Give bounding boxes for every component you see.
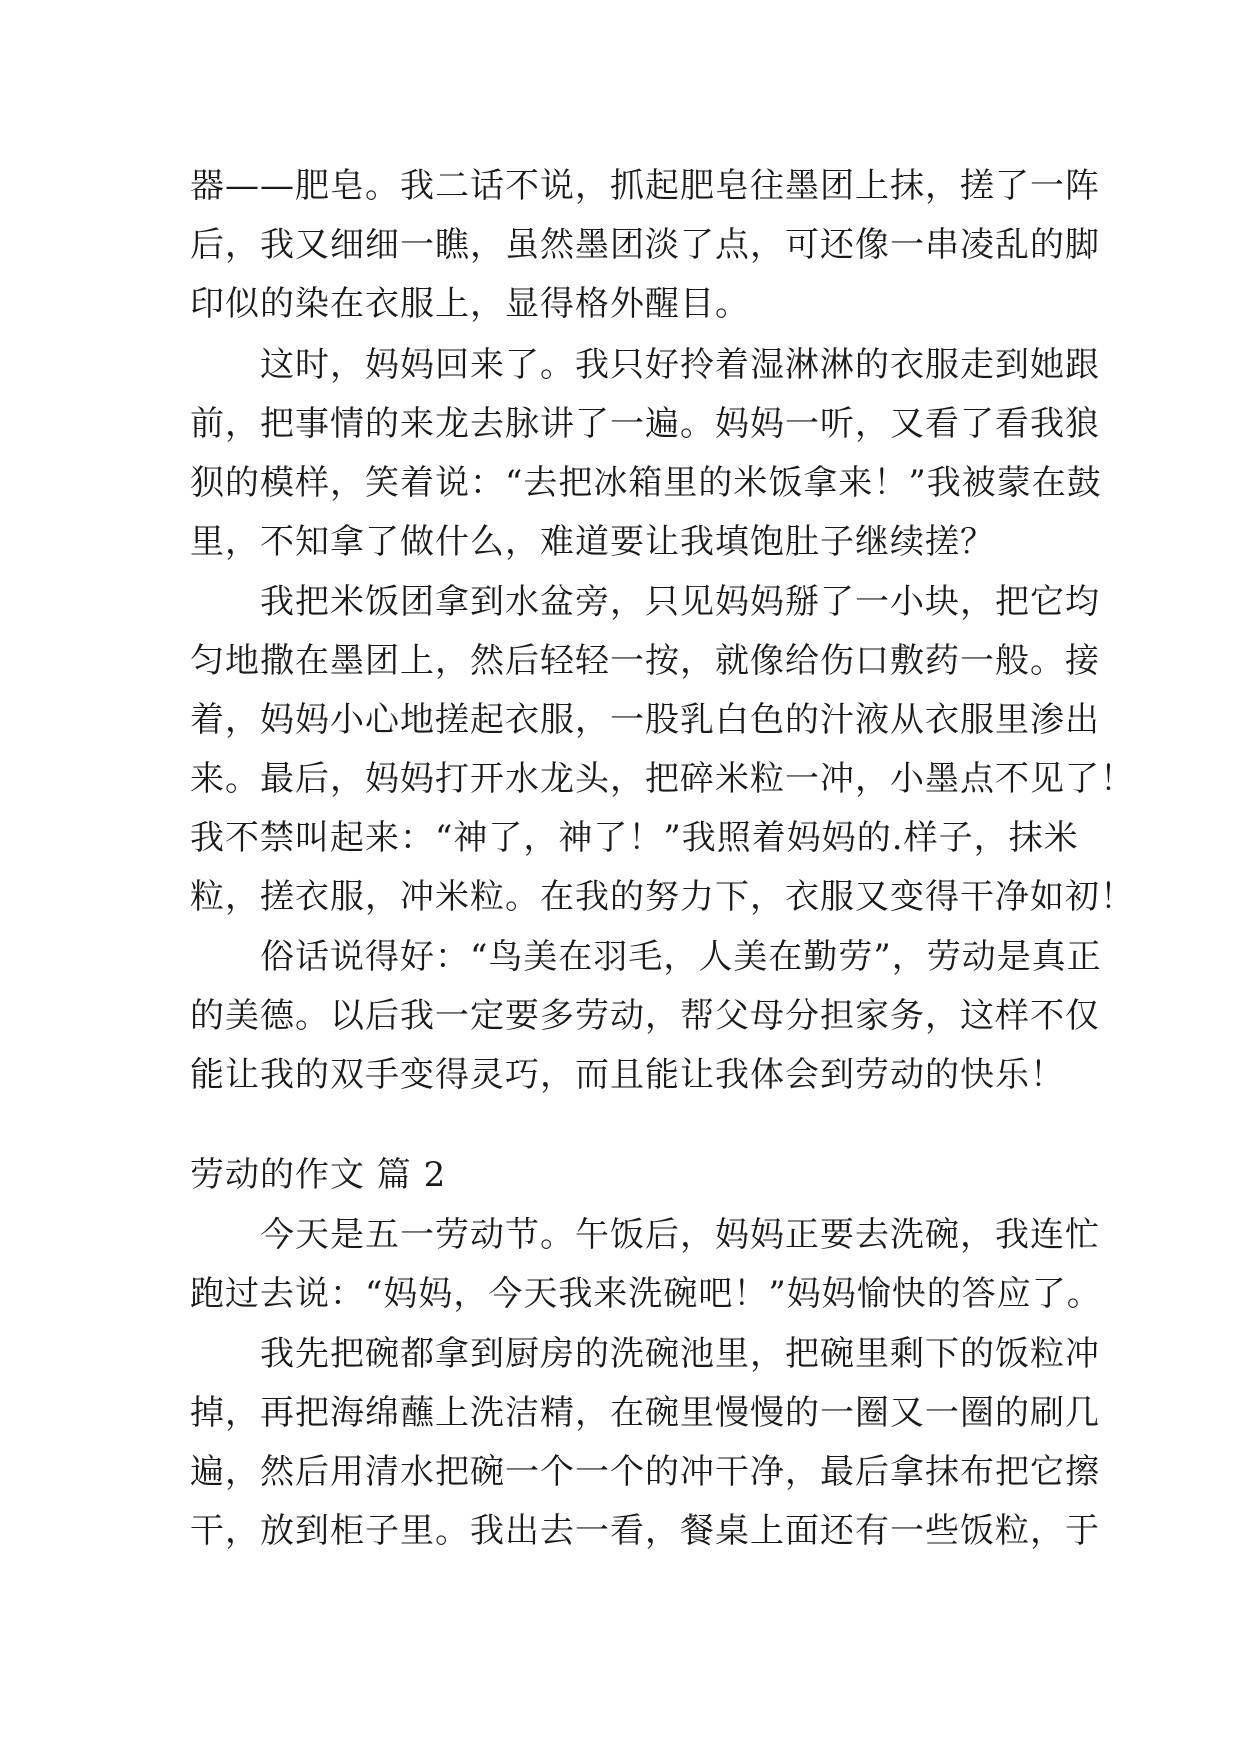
paragraph-line: 里，不知拿了做什么，难道要让我填饱肚子继续搓？ xyxy=(190,522,995,562)
paragraph-line: 前，把事情的来龙去脉讲了一遍。妈妈一听，又看了看我狼 xyxy=(190,404,1100,444)
paragraph-line: 遍，然后用清水把碗一个一个的冲干净，最后拿抹布把它擦 xyxy=(190,1452,1100,1492)
paragraph-line: 着，妈妈小心地搓起衣服，一股乳白色的汁液从衣服里渗出 xyxy=(190,700,1100,740)
paragraph-line: 这时，妈妈回来了。我只好拎着湿淋淋的衣服走到她跟 xyxy=(260,345,1100,385)
paragraph-line: 干，放到柜子里。我出去一看，餐桌上面还有一些饭粒，于 xyxy=(190,1511,1100,1551)
paragraph-line: 器——肥皂。我二话不说，抓起肥皂往墨团上抹，搓了一阵 xyxy=(190,166,1100,206)
paragraph-line: 我把米饭团拿到水盆旁，只见妈妈掰了一小块，把它均 xyxy=(260,582,1100,622)
paragraph-line: 印似的染在衣服上，显得格外醒目。 xyxy=(190,284,750,324)
paragraph-line: 今天是五一劳动节。午饭后，妈妈正要去洗碗，我连忙 xyxy=(260,1215,1100,1255)
paragraph-line: 跑过去说：“妈妈，今天我来洗碗吧！”妈妈愉快的答应了。 xyxy=(190,1274,1102,1314)
paragraph-line: 来。最后，妈妈打开水龙头，把碎米粒一冲，小墨点不见了！ xyxy=(190,759,1135,799)
paragraph-line: 后，我又细细一瞧，虽然墨团淡了点，可还像一串凌乱的脚 xyxy=(190,225,1100,265)
paragraph-line: 俗话说得好：“鸟美在羽毛，人美在勤劳”，劳动是真正 xyxy=(260,937,1102,977)
paragraph-line: 能让我的双手变得灵巧，而且能让我体会到劳动的快乐！ xyxy=(190,1055,1065,1095)
paragraph-line: 我先把碗都拿到厨房的洗碗池里，把碗里剩下的饭粒冲 xyxy=(260,1334,1100,1374)
paragraph-line: 我不禁叫起来：“神了，神了！”我照着妈妈的.样子，抹米 xyxy=(190,818,1079,858)
paragraph-line: 匀地撒在墨团上，然后轻轻一按，就像给伤口敷药一般。接 xyxy=(190,641,1100,681)
paragraph-line: 粒，搓衣服，冲米粒。在我的努力下，衣服又变得干净如初！ xyxy=(190,877,1135,917)
paragraph-line: 掉，再把海绵蘸上洗洁精，在碗里慢慢的一圈又一圈的刷几 xyxy=(190,1393,1100,1433)
paragraph-line: 狈的模样，笑着说：“去把冰箱里的米饭拿来！”我被蒙在鼓 xyxy=(190,463,1102,503)
section-heading: 劳动的作文 篇 2 xyxy=(190,1155,447,1195)
paragraph-line: 的美德。以后我一定要多劳动，帮父母分担家务，这样不仅 xyxy=(190,996,1100,1036)
